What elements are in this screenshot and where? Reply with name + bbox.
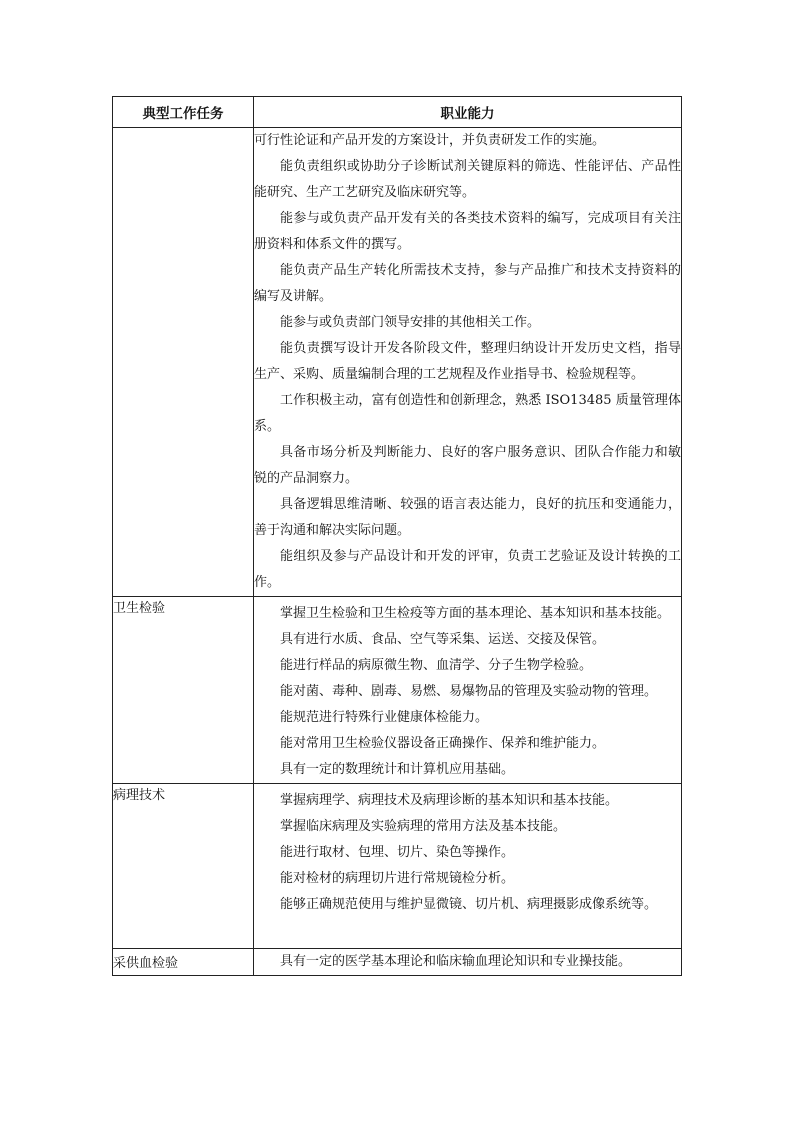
ability-item: 具有进行水质、食品、空气等采集、运送、交接及保管。 — [280, 632, 606, 647]
ability-item: 可行性论证和产品开发的方案设计，并负责研发工作的实施。 — [254, 133, 606, 148]
task-cell: 卫生检验 — [113, 597, 254, 784]
ability-item: 能参与或负责产品开发有关的各类技术资料的编写，完成项目有关注册资料和体系文件的撰写。 — [254, 211, 681, 252]
ability-item: 具备逻辑思维清晰、较强的语言表达能力，良好的抗压和变通能力，善于沟通和解决实际问题。 — [254, 497, 681, 538]
header-task: 典型工作任务 — [113, 97, 254, 128]
table-row — [113, 784, 682, 949]
ability-item: 具有一定的数理统计和计算机应用基础。 — [280, 762, 515, 777]
ability-item: 能对检材的病理切片进行常规镜检分析。 — [280, 871, 515, 886]
ability-item: 能组织及参与产品设计和开发的评审，负责工艺验证及设计转换的工作。 — [254, 549, 681, 590]
ability-item: 能进行样品的病原微生物、血清学、分子生物学检验。 — [280, 658, 593, 673]
ability-item: 具有一定的医学基本理论和临床输血理论知识和专业操技能。 — [280, 954, 632, 969]
ability-cell — [254, 597, 682, 784]
ability-cell — [254, 128, 682, 597]
ability-item: 掌握临床病理及实验病理的常用方法及基本技能。 — [280, 819, 567, 834]
header-ability: 职业能力 — [254, 97, 682, 128]
task-cell — [113, 128, 254, 597]
ability-item: 能规范进行特殊行业健康体检能力。 — [280, 710, 489, 725]
ability-item: 能参与或负责部门领导安排的其他相关工作。 — [280, 315, 541, 330]
table-row — [113, 949, 682, 976]
ability-item: 能够正确规范使用与维护显微镜、切片机、病理摄影成像系统等。 — [280, 897, 658, 912]
ability-item: 工作积极主动，富有创造性和创新理念，熟悉 ISO13485 质量管理体系。 — [254, 393, 681, 434]
ability-cell — [254, 784, 682, 949]
table-header-row — [113, 97, 682, 128]
ability-item: 能负责撰写设计开发各阶段文件，整理归纳设计开发历史文档，指导生产、采购、质量编制合理的工艺规程及作业指导书、检验规程等。 — [254, 341, 681, 382]
ability-table — [112, 96, 682, 976]
ability-item: 掌握卫生检验和卫生检疫等方面的基本理论、基本知识和基本技能。 — [280, 606, 671, 621]
table-row — [113, 597, 682, 784]
ability-item: 具备市场分析及判断能力、良好的客户服务意识、团队合作能力和敏锐的产品洞察力。 — [254, 445, 681, 486]
ability-item: 能进行取材、包埋、切片、染色等操作。 — [280, 845, 515, 860]
ability-item: 掌握病理学、病理技术及病理诊断的基本知识和基本技能。 — [280, 793, 619, 808]
task-cell: 病理技术 — [113, 784, 254, 949]
task-cell: 采供血检验 — [113, 949, 254, 976]
ability-item: 能对常用卫生检验仪器设备正确操作、保养和维护能力。 — [280, 736, 606, 751]
ability-item: 能负责产品生产转化所需技术支持，参与产品推广和技术支持资料的编写及讲解。 — [254, 263, 681, 304]
ability-item: 能负责组织或协助分子诊断试剂关键原料的筛选、性能评估、产品性能研究、生产工艺研究及临床研究等。 — [254, 159, 681, 200]
ability-item: 能对菌、毒种、剧毒、易燃、易爆物品的管理及实验动物的管理。 — [280, 684, 658, 699]
ability-cell — [254, 949, 682, 976]
table-row — [113, 128, 682, 597]
